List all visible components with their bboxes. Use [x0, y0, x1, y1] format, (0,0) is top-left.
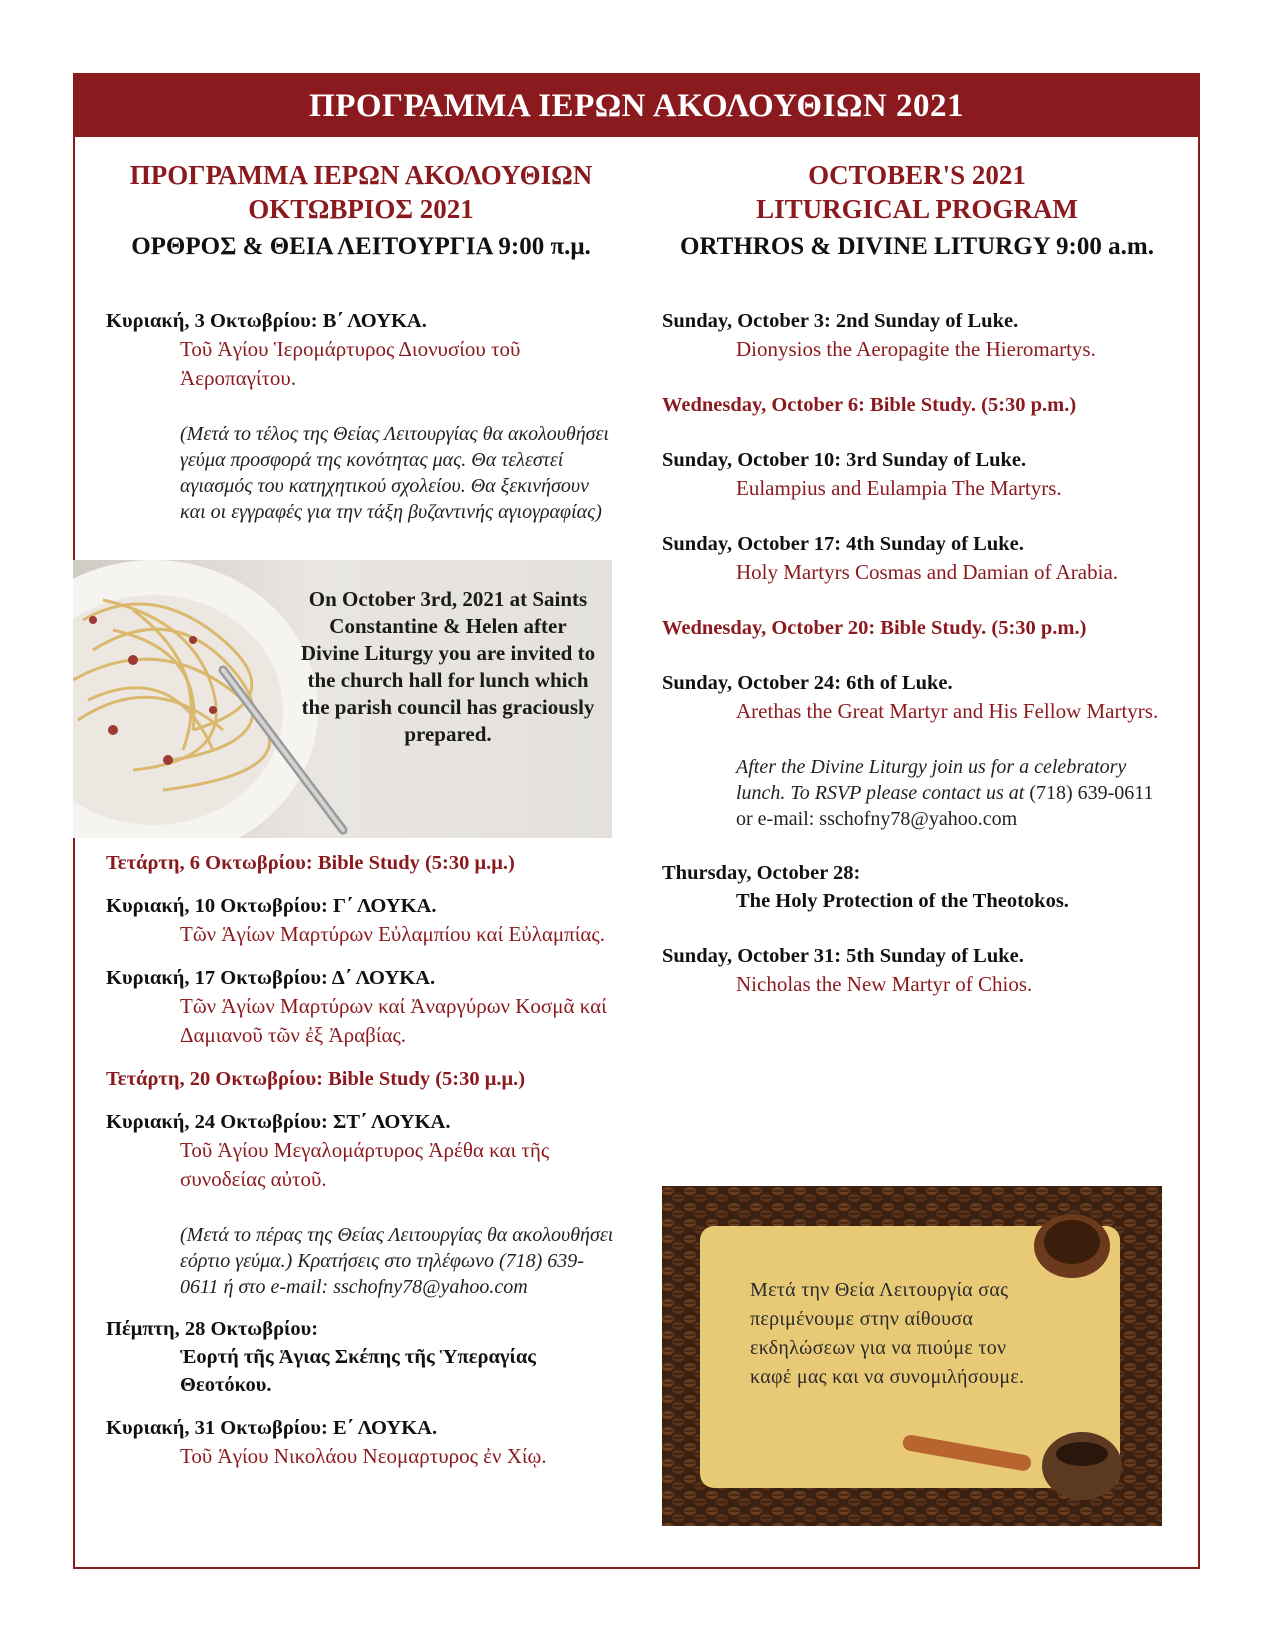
- entry-day: Sunday, October 31: 5th Sunday of Luke.: [662, 945, 1024, 967]
- entry-saint: Arethas the Great Martyr and His Fellow Martyrs.: [736, 699, 1159, 723]
- entry-note: [662, 754, 1172, 832]
- greek-entry-oct10: [106, 893, 616, 949]
- entry-day: Κυριακή, 31 Οκτωβρίου: Ε΄ ΛΟΥΚΑ.: [106, 1417, 438, 1439]
- greek-heading-line1: ΠΡΟΓΡΑΜΜΑ ΙΕΡΩΝ ΑΚΟΛΟΥΘΙΩΝ: [129, 160, 593, 190]
- entry-day: Wednesday, October 6: Bible Study. (5:30 p.m.): [662, 394, 1077, 416]
- entry-note: (Μετά το τέλος της Θείας Λειτουργίας θα ακολουθήσει γεύμα προσφορά της κονότητας μας. Θα τελεστεί αγιασμός του κατηχητικού σχολείου. Θα ξεκινήσουν και οι εγγραφές για την τάξη βυζαντινής αγιογραφίας): [180, 423, 609, 523]
- greek-subheading: ΟΡΘΡΟΣ & ΘΕΙΑ ΛΕΙΤΟΥΡΓΙΑ 9:00 π.μ.: [131, 233, 591, 260]
- greek-entry-oct17: [106, 965, 616, 1050]
- entry-saint: Dionysios the Aeropagite the Hieromartys.: [736, 337, 1096, 361]
- coffee-invitation-text: Μετά την Θεία Λειτουργία σας περιμένουμε στην αίθουσα εκδηλώσεων για να πιούμε τον καφέ μας και να συνομιλήσουμε.: [750, 1279, 1025, 1388]
- entry-day: Sunday, October 10: 3rd Sunday of Luke.: [662, 449, 1027, 471]
- entry-saint: Holy Martyrs Cosmas and Damian of Arabia.: [736, 560, 1119, 584]
- greek-entry-oct20: [106, 1066, 616, 1093]
- lunch-invitation-text: On October 3rd, 2021 at Saints Constantine & Helen after Divine Liturgy you are invited to the church hall for lunch which the parish council has graciously prepared.: [300, 587, 596, 746]
- english-entry-oct10: [662, 447, 1172, 503]
- greek-entry-oct24: [106, 1109, 616, 1300]
- entry-saint: Τοῦ Ἁγίου Μεγαλομάρτυρος Ἀρέθα και τῆς συνοδείας αὐτοῦ.: [180, 1138, 550, 1191]
- english-entry-oct24: [662, 670, 1172, 832]
- entry-day: Κυριακή, 10 Οκτωβρίου: Γ΄ ΛΟΥΚΑ.: [106, 895, 437, 917]
- english-entry-oct31: [662, 943, 1172, 999]
- entry-saint: Τῶν Ἁγίων Μαρτύρων καί Ἀναργύρων Κοσμᾶ καί Δαμιανοῦ τῶν ἐξ Ἀραβίας.: [180, 994, 607, 1047]
- entry-saint: Τοῦ Ἁγίου Ἱερομάρτυρος Διονυσίου τοῦ Ἀεροπαγίτου.: [180, 337, 521, 390]
- english-entry-oct6: [662, 392, 1172, 419]
- english-heading-line2: LITURGICAL PROGRAM: [756, 194, 1078, 224]
- rsvp-contact: (718) 639-0611 or e-mail: sschofny78@yahoo.com: [736, 782, 1154, 830]
- greek-entry-oct3: [106, 308, 616, 525]
- entry-note: (Μετά το πέρας της Θείας Λειτουργίας θα ακολουθήσει εόρτιο γεύμα.) Κρατήσεις στο τηλέφωνο (718) 639-0611 ή στο e-mail: sschofny78@yahoo.com: [180, 1224, 614, 1298]
- greek-entry-oct31: [106, 1415, 616, 1471]
- entry-saint: Nicholas the New Martyr of Chios.: [736, 972, 1033, 996]
- coffee-fellowship-image: [662, 1186, 1162, 1526]
- english-entry-oct20: [662, 615, 1172, 642]
- entry-feast: Ἑορτή τῆς Ἁγιας Σκέπης τῆς Ὑπεραγίας Θεοτόκου.: [180, 1346, 536, 1396]
- greek-entry-oct28: [106, 1316, 616, 1399]
- english-subheading: ORTHROS & DIVINE LITURGY 9:00 a.m.: [680, 233, 1154, 260]
- rsvp-note: After the Divine Liturgy join us for a celebratory lunch. To RSVP please contact us at: [736, 756, 1127, 804]
- entry-day: Κυριακή, 24 Οκτωβρίου: ΣΤ΄ ΛΟΥΚΑ.: [106, 1111, 451, 1133]
- entry-day: Sunday, October 24: 6th of Luke.: [662, 672, 953, 694]
- greek-heading-line2: ΟΚΤΩΒΡΙΟΣ 2021: [248, 194, 474, 224]
- entry-day: Πέμπτη, 28 Οκτωβρίου:: [106, 1318, 319, 1340]
- entry-day: Κυριακή, 3 Οκτωβρίου: Β΄ ΛΟΥΚΑ.: [106, 310, 427, 332]
- entry-feast: The Holy Protection of the Theotokos.: [736, 890, 1069, 912]
- entry-day: Τετάρτη, 20 Οκτωβρίου: Bible Study (5:30 μ.μ.): [106, 1068, 526, 1090]
- english-entry-oct3: [662, 308, 1172, 364]
- entry-day: Τετάρτη, 6 Οκτωβρίου: Bible Study (5:30 μ.μ.): [106, 852, 515, 874]
- greek-schedule-column: [106, 158, 616, 525]
- greek-entry-oct6: [106, 850, 616, 877]
- entry-day: Sunday, October 3: 2nd Sunday of Luke.: [662, 310, 1019, 332]
- pasta-lunch-image: [73, 560, 612, 838]
- greek-schedule-column-lower: [106, 850, 616, 1471]
- english-heading-line1: OCTOBER'S 2021: [808, 160, 1026, 190]
- english-schedule-column: [662, 158, 1172, 999]
- page-banner: ΠΡΟΓΡΑΜΜΑ ΙΕΡΩΝ ΑΚΟΛΟΥΘΙΩΝ 2021: [73, 73, 1200, 137]
- entry-day: Thursday, October 28:: [662, 862, 861, 884]
- entry-day: Κυριακή, 17 Οκτωβρίου: Δ΄ ΛΟΥΚΑ.: [106, 967, 436, 989]
- entry-saint: Eulampius and Eulampia The Martyrs.: [736, 476, 1062, 500]
- entry-day: Sunday, October 17: 4th Sunday of Luke.: [662, 533, 1024, 555]
- english-entry-oct17: [662, 531, 1172, 587]
- entry-day: Wednesday, October 20: Bible Study. (5:30 p.m.): [662, 617, 1087, 639]
- entry-saint: Τῶν Ἁγίων Μαρτύρων Εὐλαμπίου καί Εὐλαμπίας.: [180, 922, 605, 946]
- entry-saint: Τοῦ Ἁγίου Νικολάου Νεομαρτυρος ἐν Χίῳ.: [180, 1444, 547, 1468]
- english-entry-oct28: [662, 860, 1172, 915]
